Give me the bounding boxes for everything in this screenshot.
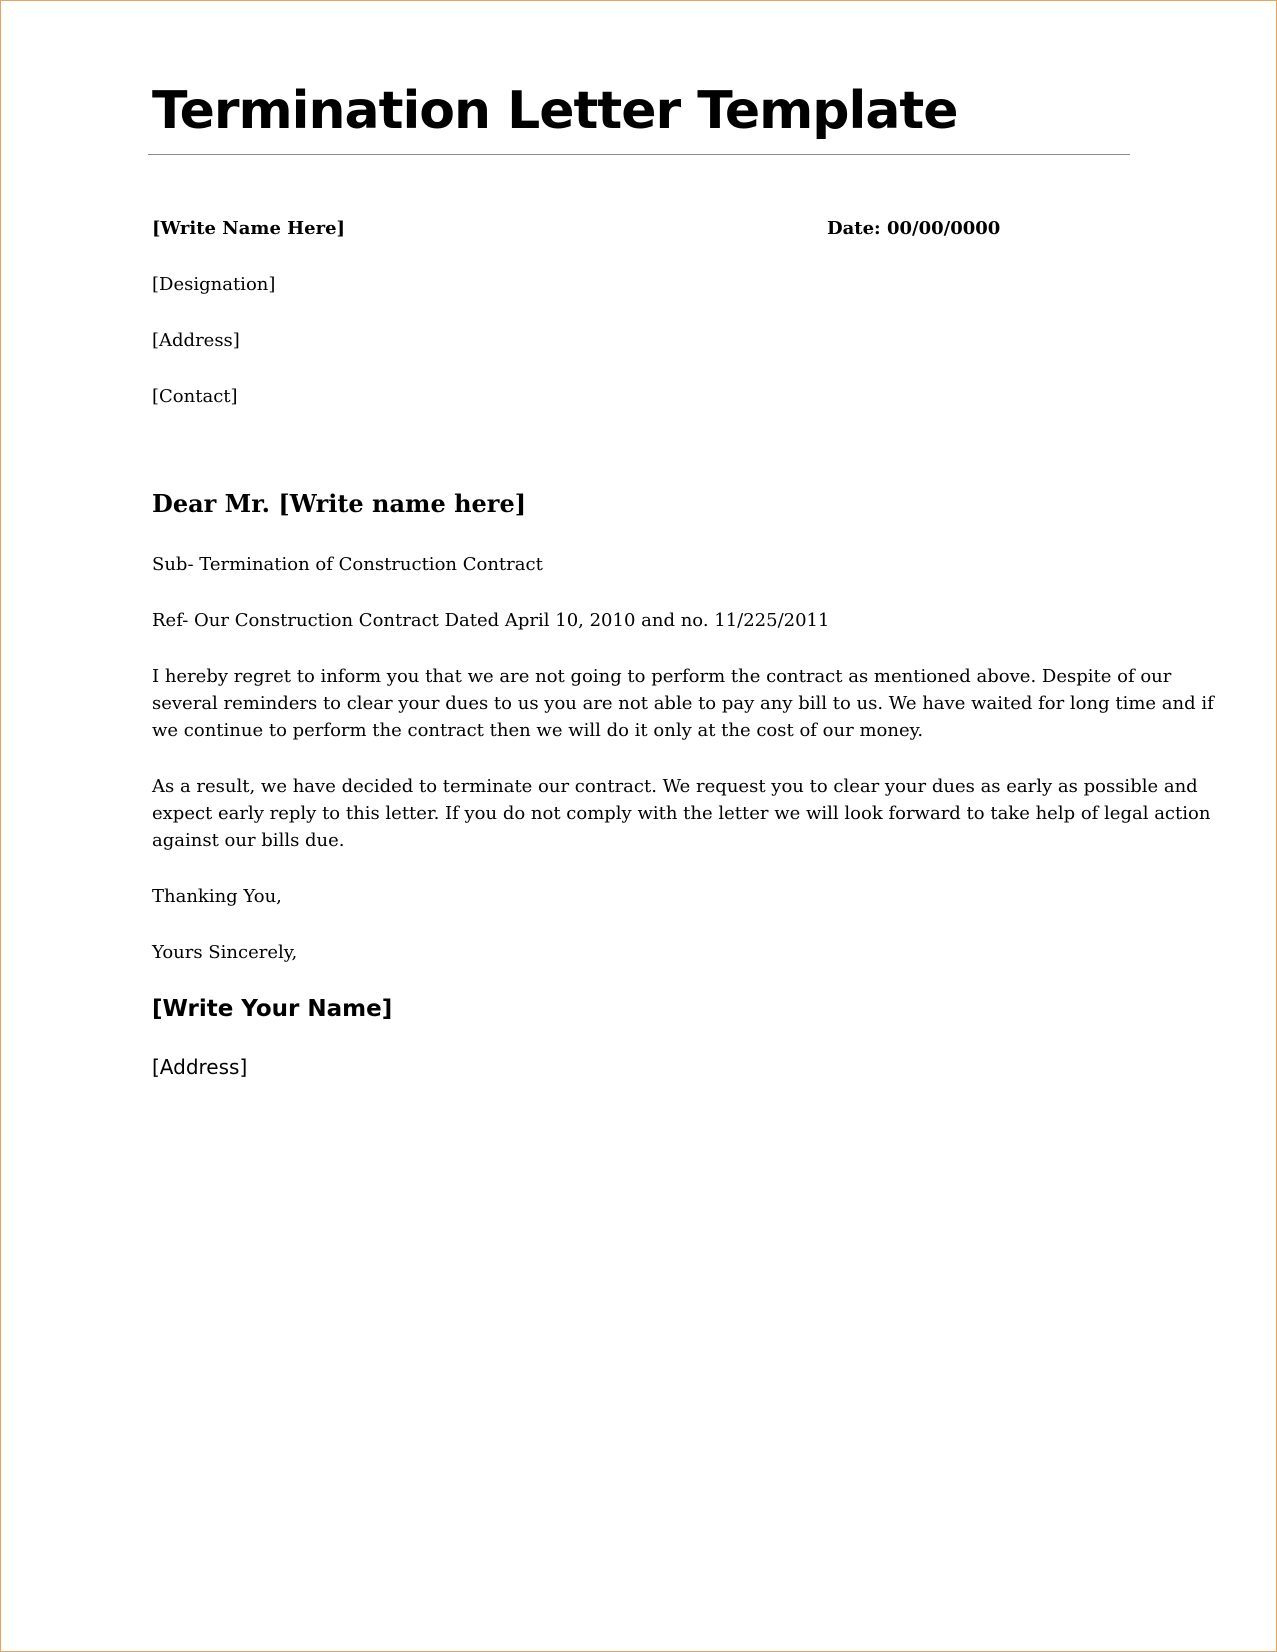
signer-address: [Address] — [152, 1055, 248, 1079]
signer-name: [Write Your Name] — [152, 996, 393, 1022]
sender-address: [Address] — [152, 330, 240, 351]
salutation: Dear Mr. [Write name here] — [152, 489, 527, 518]
title-divider — [148, 154, 1130, 155]
body-paragraph-2 — [152, 773, 1211, 854]
thanks-line: Thanking You, — [152, 886, 282, 907]
paragraph-1-line: we continue to perform the contract then we will do it only at the cost of our money. — [152, 720, 924, 741]
reference-line: Ref- Our Construction Contract Dated April 10, 2010 and no. 11/225/2011 — [152, 610, 830, 631]
subject-line: Sub- Termination of Construction Contract — [152, 554, 543, 575]
body-paragraph-1 — [152, 663, 1214, 744]
closing-line: Yours Sincerely, — [152, 942, 298, 963]
paragraph-1-line: I hereby regret to inform you that we are not going to perform the contract as mentioned above. Despite of our — [152, 666, 1172, 687]
letter-date: Date: 00/00/0000 — [827, 218, 1001, 239]
sender-designation: [Designation] — [152, 274, 276, 295]
paragraph-2-line: against our bills due. — [152, 830, 345, 851]
paragraph-2-line: As a result, we have decided to terminate our contract. We request you to clear your dues as early as possible and — [152, 776, 1198, 797]
sender-name: [Write Name Here] — [152, 218, 346, 239]
sender-contact: [Contact] — [152, 386, 238, 407]
paragraph-2-line: expect early reply to this letter. If you do not comply with the letter we will look forward to take help of legal action — [152, 803, 1211, 824]
paragraph-1-line: several reminders to clear your dues to us you are not able to pay any bill to us. We have waited for long time and if — [152, 693, 1214, 714]
document-title: Termination Letter Template — [152, 81, 958, 141]
